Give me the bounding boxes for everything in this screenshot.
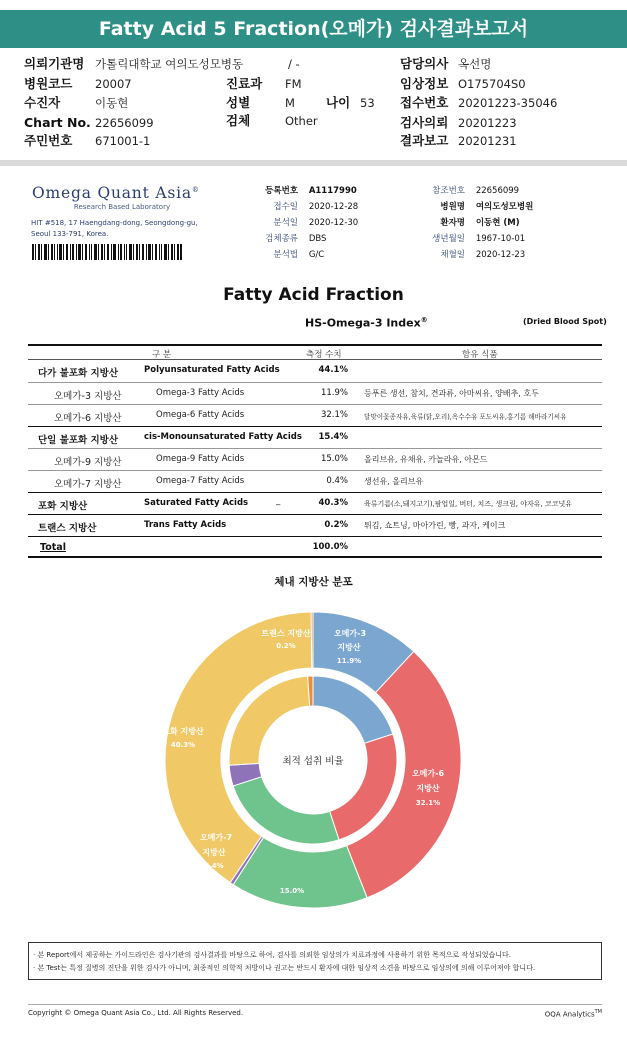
col-food: 함유 식품 [462,350,498,360]
donut-title: 체내 지방산 분포 [274,576,353,588]
lab-address: HIT #518, 17 Haengdang-dong, Seongdong-gu, Seoul 133-791, Korea. [31,219,198,238]
row-food: 올리브유, 유채유, 카놀라유, 아몬드 [364,455,488,464]
spec-type-value: DBS [308,234,327,244]
rrn-label: 주민번호 [24,133,73,148]
table-row [28,448,602,470]
doctor-value: 옥선명 [458,57,492,71]
donut-slice [311,612,313,668]
omega-index-subtitle [305,316,428,330]
recv-value: 20201223-35046 [458,96,558,110]
row-category-en: Omega-6 Fatty Acids [156,410,245,420]
label-trans-value: 0.2% [276,642,296,650]
reg-no-value: A1117990 [308,186,357,196]
row-category-en: Omega-3 Fatty Acids [156,388,245,398]
hospital-value: 여의도성모병원 [475,202,534,212]
row-category-ko: 오메가-7 지방산 [54,479,122,490]
specimen-value: Other [285,114,318,128]
row-value: 0.2% [324,520,348,530]
disclaimer-line-1: · 본 Report에서 제공하는 가이드라인은 검사기관의 검사결과를 바탕으로 하여, 검사를 의뢰한 임상의가 치료과정에 사용하기 위한 목적으로 작성되었습니다. [33,951,511,959]
label-omega6-line2: 지방산 [416,784,440,793]
draw-date-value: 2020-12-23 [475,250,526,260]
label-omega6-line1: 오메가-6 [411,769,445,778]
row-value: 15.0% [320,454,348,464]
org-value-extra: / - [288,57,300,71]
label-omega7-value: 0.4% [204,862,224,870]
fatty-acid-donut-chart [0,590,627,930]
footer-brand-tm: TM [594,1009,602,1015]
label-saturated-title: 포화 지방산 [162,727,204,736]
meta-left [250,184,358,264]
row-category-en: Omega-9 Fatty Acids [156,454,245,464]
patient-value: 이동현 [95,96,129,110]
table-row [28,360,602,382]
copyright-text: Copyright © Omega Quant Asia Co., Ltd. All Rights Reserved. [28,1009,244,1017]
label-omega7-line2: 지방산 [202,848,226,857]
patient-name-value: 이동현 (M) [475,218,520,228]
table-header [28,344,602,360]
label-omega6-value: 32.1% [415,799,441,807]
omega-index-reg-mark: ® [420,316,428,324]
lab-tagline: Research Based Laboratory [73,203,171,211]
recv-date-label: 접수일 [273,202,298,212]
dob-value: 1967-10-01 [475,234,526,244]
chart-label: Chart No. [24,115,91,130]
table-row [28,514,602,536]
row-category-ko: 다가 불포화 지방산 [38,368,119,379]
req-value: 20201223 [458,116,517,130]
label-omega3-line1: 오메가-3 [333,629,367,638]
table-total-row [28,536,602,558]
barcode-icon [32,244,182,260]
spec-type-label: 검체종류 [265,234,298,244]
disclaimer-box [28,942,602,980]
donut-center-label: 최적 섭취 비율 [282,756,344,767]
label-trans-title: 트랜스 지방산 [261,629,311,638]
reg-no-label: 등록번호 [265,186,298,196]
report-date-label: 결과보고 [400,133,449,148]
specimen-note: (Dried Blood Spot) [523,317,607,326]
lab-reg-mark: ® [191,185,200,194]
label-omega7-line1: 오메가-7 [199,833,233,842]
report-date-value: 20201231 [458,134,517,148]
table-row [28,492,602,514]
method-value: G/C [308,250,325,260]
chart-value: 22656099 [95,116,154,130]
dept-value: FM [285,77,302,91]
col-category: 구 분 [152,350,172,360]
dept-label: 진료과 [226,76,263,91]
row-food: 생선유, 올리브유 [364,477,424,486]
row-category-ko: 단일 불포화 지방산 [38,435,119,446]
rrn-value: 671001-1 [95,134,151,148]
fraction-table [28,344,602,558]
row-food: 등푸른 생선, 참치, 견과류, 아마씨유, 양배추, 호두 [364,389,539,398]
ref-no-label: 참조번호 [432,186,465,196]
fraction-title: Fatty Acid Fraction [223,285,404,305]
col-value: 측정 수치 [306,350,342,360]
lab-name: Omega Quant Asia [32,184,192,202]
label-omega3-value: 11.9% [336,657,362,665]
clinical-value: O175704S0 [458,77,526,91]
omega-index-text: HS-Omega-3 Index [305,316,421,330]
label-omega3-line2: 지방산 [337,643,361,652]
dob-label: 생년월일 [432,234,465,244]
patient-label: 수진자 [24,95,61,110]
request-info [0,52,627,158]
table-row [28,426,602,448]
anal-date-label: 분석일 [273,218,298,228]
row-category-en: Saturated Fatty Acids [144,498,249,508]
table-row [28,404,602,426]
row-food: 육류기름(소,돼지고기),팜업일, 버터, 치즈, 생크림, 야자유, 코코넛유 [364,500,572,508]
age-label: 나이 [326,95,351,110]
lab-logo [32,184,200,211]
report-title: Fatty Acid 5 Fraction(오메가) 검사결과보고서 [0,10,627,48]
table-row [28,470,602,492]
row-category-en: Trans Fatty Acids [144,520,227,530]
row-value: 11.9% [320,388,348,398]
footer-brand [545,1009,602,1018]
ref-no-value: 22656099 [475,186,520,196]
disclaimer-line-2: · 본 Test는 특정 질병의 진단을 위한 검사가 아니며, 최종적인 의학적 처방이나 권고는 반드시 환자에 대한 임상적 소견을 바탕으로 임상의에 의해 이루어져야 합니다. [33,964,536,972]
patient-name-label: 환자명 [440,218,465,228]
section-divider [0,160,627,166]
hcode-label: 병원코드 [24,76,73,91]
anal-date-value: 2020-12-30 [308,218,359,228]
row-food: 달맞이꽃종자유,육류(닭,오리),옥수수유 포도씨유,홍기름 해바라기씨유 [364,413,567,421]
table-row [28,382,602,404]
footer-brand-name: OQA Analytics [544,1010,595,1019]
sex-value: M [285,96,295,110]
row-category-ko: 포화 지방산 [38,501,88,512]
label-saturated-value: 40.3% [170,741,196,749]
row-category-en: cis-Monounsaturated Fatty Acids [144,432,302,442]
total-label: Total [40,542,66,553]
clinical-label: 임상정보 [400,76,449,91]
row-value: 0.4% [326,476,348,486]
sex-label: 성별 [226,95,251,110]
row-food: 튀김, 쇼트닝, 마아가린, 빵, 과자, 케이크 [364,521,506,530]
row-value: 40.3% [318,498,348,508]
stray-mark: _ [276,496,281,506]
row-category-en: Polyunsaturated Fatty Acids [144,365,280,375]
row-value: 32.1% [320,410,348,420]
recv-date-value: 2020-12-28 [308,202,359,212]
page-footer [28,1004,602,1017]
specimen-label: 검체 [226,113,251,128]
doctor-label: 담당의사 [400,56,449,71]
draw-date-label: 채혈일 [440,250,465,260]
row-category-en: Omega-7 Fatty Acids [156,476,245,486]
row-category-ko: 오메가-3 지방산 [54,391,122,402]
row-value: 44.1% [318,365,348,375]
age-value: 53 [360,96,375,110]
method-label: 분석법 [273,250,298,260]
org-label: 의뢰기관명 [24,56,85,71]
row-category-ko: 오메가-6 지방산 [54,413,122,424]
recv-label: 접수번호 [400,95,449,110]
hcode-value: 20007 [95,77,132,91]
hospital-label: 병원명 [440,202,465,212]
label-omega9-value: 15.0% [279,887,305,895]
org-value: 가톨릭대학교 여의도성모병동 [95,57,244,71]
row-value: 15.4% [318,432,348,442]
req-label: 검사의뢰 [400,115,449,130]
total-value: 100.0% [312,542,348,552]
row-category-ko: 오메가-9 지방산 [54,457,122,468]
meta-right [418,184,533,264]
row-category-ko: 트랜스 지방산 [38,523,97,534]
